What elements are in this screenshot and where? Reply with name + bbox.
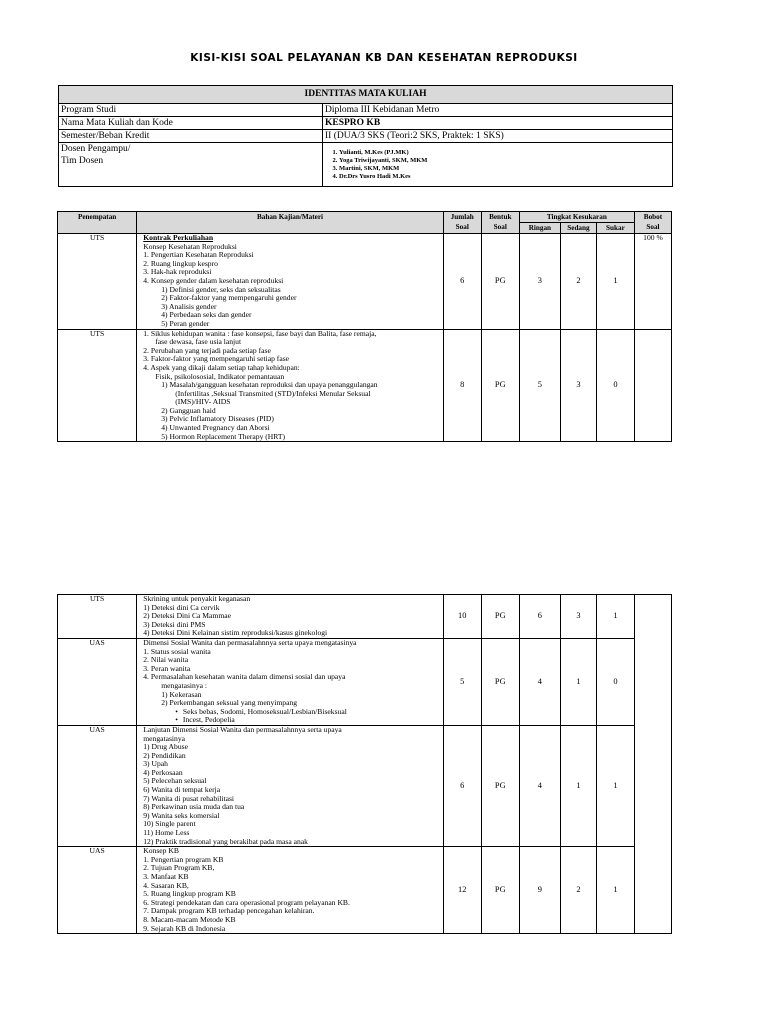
material-line: 2. Tujuan Program KB,: [143, 863, 215, 873]
header-bobot: Bobot Soal: [634, 212, 671, 234]
cell-jumlah: 12: [443, 847, 481, 934]
cell-sukar: 0: [596, 638, 634, 725]
table-row: [58, 725, 672, 846]
material-line: mengatasinya: [143, 733, 186, 743]
cell-jumlah: 10: [443, 595, 481, 639]
cell-ringan: 4: [519, 725, 560, 846]
material-line: 5) Hormon Replacement Therapy (HRT): [161, 431, 286, 441]
material-line: 5) Pelecehan seksual: [143, 776, 207, 786]
header-tingkat: Tingkat Kesukaran: [519, 212, 634, 223]
cell-sukar: 1: [596, 234, 634, 330]
cell-ringan: 4: [519, 638, 560, 725]
table-row: [58, 234, 672, 330]
material-line: 3. Faktor-faktor yang mempengaruhi setiap fase: [143, 354, 290, 364]
document-title: KISI-KISI SOAL PELAYANAN KB DAN KESEHATAN REPRODUKSI: [190, 52, 578, 64]
cell-jumlah: 6: [443, 234, 481, 330]
material-line: fase dewasa, fase usia lanjut: [155, 337, 242, 347]
cell-bahan: [137, 329, 443, 442]
table-row: [58, 329, 672, 442]
material-line: 2) Pendidikan: [143, 750, 186, 760]
cell-bahan: [137, 595, 443, 639]
material-line: 5) Peran gender: [161, 318, 210, 328]
cell-jumlah: 5: [443, 638, 481, 725]
material-line: Lanjutan Dimensi Sosial Wanita dan permasalahnnya serta upaya: [143, 724, 342, 734]
cell-bentuk: PG: [481, 847, 519, 934]
header-ringan: Ringan: [519, 223, 560, 234]
material-line: 1) Masalah/gangguan kesehatan reproduksi dan upaya penanggulangan: [161, 380, 378, 390]
material-line: 1) Kekerasan: [161, 689, 202, 699]
material-line: 10) Single parent: [143, 819, 196, 829]
cell-bobot: [634, 329, 671, 442]
material-line: Kontrak Perkuliahan: [143, 233, 214, 242]
material-line: Fisik, psikolososial, Indikator pemantauan: [155, 371, 285, 381]
material-line: 3. Peran wanita: [143, 663, 191, 673]
material-line: 1. Status sosial wanita: [143, 646, 211, 656]
material-line: • Incest, Pedopelia: [139, 716, 440, 725]
identity-team-list: [323, 143, 673, 187]
material-line: • Seks bebas, Sodomi, Homoseksual/Lesbian/Biseksual: [139, 708, 440, 717]
identity-label-course: Nama Mata Kuliah dan Kode: [59, 117, 323, 130]
cell-sedang: 1: [560, 725, 596, 846]
cell-penempatan: UAS: [58, 725, 137, 846]
identity-label-program: Program Studi: [59, 104, 323, 117]
cell-sedang: 1: [560, 638, 596, 725]
cell-bobot: [634, 595, 671, 934]
material-line: 3) Upah: [143, 759, 168, 769]
material-line: 2. Perubahan yang terjadi pada setiap fase: [143, 345, 271, 355]
material-line: 6. Strategi pendekatan dan cara operasional program pelayanan KB.: [143, 897, 350, 907]
cell-sukar: 1: [596, 847, 634, 934]
material-line: 3) Analisis gender: [161, 301, 217, 311]
material-line: 8. Macam-macam Metode KB: [143, 914, 236, 924]
material-line: 2. Ruang lingkup kespro: [143, 258, 218, 268]
material-line: 9. Sejarah KB di Indonesia: [143, 923, 226, 933]
material-line: 1. Siklus kehidupan wanita : fase konsepsi, fase bayi dan Balita, fase remaja,: [143, 328, 377, 338]
material-line: 4. Konsep gender dalam kesehatan reproduksi: [143, 275, 284, 285]
material-line: (Infertilitas ,Seksual Transmited (STD)/Infeksi Menular Seksual: [175, 388, 371, 398]
table-row: [58, 847, 672, 934]
material-line: 4. Aspek yang dikaji dalam setiap tahap kehidupan:: [143, 362, 300, 372]
cell-sukar: 1: [596, 725, 634, 846]
table-row: [58, 638, 672, 725]
material-line: 3) Deteksi dini PMS: [143, 619, 206, 629]
cell-ringan: 3: [519, 234, 560, 330]
cell-ringan: 6: [519, 595, 560, 639]
material-line: 2) Faktor-faktor yang mempengaruhi gender: [161, 293, 297, 303]
header-bahan: Bahan Kajian/Materi: [137, 212, 443, 234]
cell-sedang: 2: [560, 847, 596, 934]
cell-penempatan: UAS: [58, 638, 137, 725]
cell-bentuk: PG: [481, 638, 519, 725]
header-bentuk: Bentuk Soal: [481, 212, 519, 234]
cell-bentuk: PG: [481, 595, 519, 639]
cell-penempatan: UAS: [58, 847, 137, 934]
cell-bahan: [137, 638, 443, 725]
material-line: mengatasinya :: [161, 680, 208, 690]
header-sukar: Sukar: [596, 223, 634, 234]
material-line: 3. Manfaat KB: [143, 872, 189, 881]
material-line: 8) Perkawinan usia muda dan tua: [143, 802, 245, 812]
material-line: 3. Hak-hak reproduksi: [143, 267, 212, 277]
material-line: Konsep KB: [143, 846, 179, 856]
material-line: 2. Nilai wanita: [143, 655, 189, 665]
identity-label-team: Dosen Pengampu/ Tim Dosen: [59, 143, 323, 187]
cell-sedang: 2: [560, 234, 596, 330]
cell-jumlah: 6: [443, 725, 481, 846]
material-line: 9) Wanita seks komersial: [143, 810, 220, 820]
cell-sedang: 3: [560, 329, 596, 442]
material-line: 5. Ruang lingkup program KB: [143, 889, 236, 899]
team-member: 2. Yoga Triwijayanti, SKM, MKM: [339, 157, 670, 165]
material-line: Konsep Kesehatan Reproduksi: [143, 241, 237, 251]
cell-bentuk: PG: [481, 234, 519, 330]
material-line: 1) Definisi gender, seks dan seksualitas: [161, 284, 281, 294]
header-sedang: Sedang: [560, 223, 596, 234]
material-line: 12) Praktik tradisional yang berakibat pada masa anak: [143, 836, 308, 846]
cell-bentuk: PG: [481, 329, 519, 442]
identity-header: IDENTITAS MATA KULIAH: [59, 86, 673, 104]
material-line: Skrining untuk penyakit keganasan: [143, 594, 251, 603]
cell-penempatan: UTS: [58, 329, 137, 442]
cell-bahan: [137, 847, 443, 934]
material-line: 4. Permasalahan kesehatan wanita dalam dimensi sosial dan upaya: [143, 672, 346, 682]
material-line: 6) Wanita di tempat kerja: [143, 785, 221, 795]
cell-penempatan: UTS: [58, 234, 137, 330]
cell-bentuk: PG: [481, 725, 519, 846]
materials-table-2: [57, 594, 672, 934]
cell-ringan: 9: [519, 847, 560, 934]
table-row: [58, 595, 672, 639]
material-line: 3) Pelvic Inflamatory Diseases (PID): [161, 414, 274, 424]
cell-bobot: 100 %: [634, 234, 671, 330]
material-line: 2) Gangguan haid: [161, 405, 216, 415]
identity-table: [58, 85, 673, 187]
material-line: 7. Dampak program KB terhadap pencegahan kelahiran.: [143, 906, 315, 916]
material-line: Dimensi Sosial Wanita dan permasalahnnya serta upaya mengatasinya: [143, 637, 357, 647]
team-member: 4. Dr.Drs Yusro Hadi M.Kes: [339, 173, 670, 181]
cell-ringan: 5: [519, 329, 560, 442]
team-member: 1. Yulianti, M.Kes (PJ.MK): [339, 149, 670, 157]
material-line: 4. Sasaran KB,: [143, 880, 189, 890]
cell-penempatan: UTS: [58, 595, 137, 639]
cell-sukar: 1: [596, 595, 634, 639]
material-line: 2) Deteksi Dini Ca Mammae: [143, 611, 231, 621]
material-line: 4) Perkosaan: [143, 767, 183, 777]
cell-sukar: 0: [596, 329, 634, 442]
cell-sedang: 3: [560, 595, 596, 639]
material-line: 4) Unwanted Pregnancy dan Aborsi: [161, 423, 270, 433]
material-line: 1) Drug Abuse: [143, 742, 188, 752]
identity-label-semester: Semester/Beban Kredit: [59, 130, 323, 143]
material-line: 2) Perkembangan seksual yang menyimpang: [161, 698, 298, 708]
material-line: 1) Deteksi dini Ca cervik: [143, 602, 220, 612]
materials-table-1: [57, 211, 672, 442]
material-line: (IMS)/HIV- AIDS: [175, 397, 231, 407]
header-penempatan: Penempatan: [58, 212, 137, 234]
material-line: 1. Pengertian Kesehatan Reproduksi: [143, 250, 254, 260]
identity-value-course: KESPRO KB: [323, 117, 673, 130]
cell-bahan: [137, 234, 443, 330]
material-line: 11) Home Less: [143, 828, 190, 838]
identity-value-semester: II (DUA/3 SKS (Teori:2 SKS, Praktek: 1 SKS): [323, 130, 673, 143]
team-member: 3. Martini, SKM, MKM: [339, 165, 670, 173]
material-line: 1. Pengertian program KB: [143, 854, 224, 864]
material-line: 7) Wanita di pusat rehabilitasi: [143, 793, 235, 803]
cell-bahan: [137, 725, 443, 846]
material-line: 4) Perbedaan seks dan gender: [161, 310, 252, 320]
cell-jumlah: 8: [443, 329, 481, 442]
material-line: 4) Deteksi Dini Kelainan sistim reproduksi/kasus ginekologi: [143, 628, 328, 638]
identity-value-program: Diploma III Kebidanan Metro: [323, 104, 673, 117]
header-jumlah: Jumlah Soal: [443, 212, 481, 234]
